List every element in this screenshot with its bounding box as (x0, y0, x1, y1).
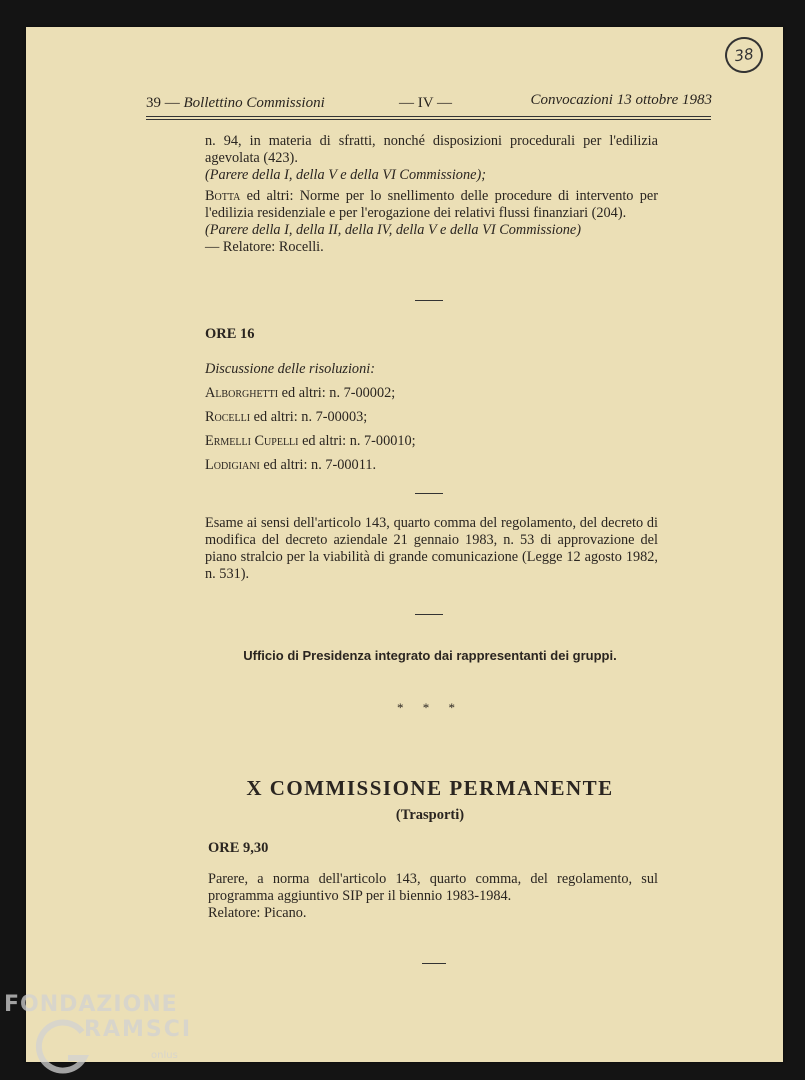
parere-line-2: (Parere della I, della II, della IV, della V e della VI Commissione) (205, 222, 582, 238)
risoluzioni-intro: Discussione delle risoluzioni: (205, 361, 375, 377)
commission-title: X COMMISSIONE PERMANENTE (246, 776, 614, 800)
block-sfratti (205, 133, 658, 256)
header-right: Convocazioni 13 ottobre 1983 (530, 92, 712, 108)
section-divider (415, 493, 443, 494)
watermark-line-3: onlus (151, 1050, 178, 1061)
section-stars: * * * (397, 700, 463, 715)
section-divider (415, 300, 443, 301)
commission-subtitle: (Trasporti) (395, 807, 465, 823)
watermark-line-2: RAMSCI (84, 1017, 193, 1042)
header-rule (146, 116, 711, 117)
risoluzione-item: Lodigiani ed altri: n. 7-00011. (205, 457, 377, 473)
header-rule-thin (146, 119, 711, 120)
risoluzione-item: Ermelli Cupelli ed altri: n. 7-00010; (205, 433, 416, 449)
parere-line-1: (Parere della I, della V e della VI Commissione); (205, 167, 486, 183)
header-left: 39 — Bollettino Commissioni (146, 95, 325, 111)
relatore-picano: Relatore: Picano. (208, 905, 307, 921)
commission-parere (208, 871, 658, 922)
header-page-number: — IV — (399, 95, 453, 111)
risoluzione-item: Rocelli ed altri: n. 7-00003; (205, 409, 368, 425)
time-ore-16: ORE 16 (205, 326, 255, 342)
fondazione-gramsci-watermark (4, 992, 204, 1078)
watermark-line-1: FONDAZIONE (4, 992, 178, 1017)
parere-sip: Parere, a norma dell'articolo 143, quarto comma, del regolamento, sul programma aggiuntivo SIP per il biennio 1983-1984. (208, 871, 658, 904)
risoluzione-item: Alborghetti ed altri: n. 7-00002; (205, 385, 396, 401)
section-divider (415, 614, 443, 615)
section-divider (422, 963, 446, 964)
archive-number: 38 (733, 44, 755, 66)
relatore-rocelli: — Relatore: Rocelli. (205, 239, 324, 255)
esame-paragraph: Esame ai sensi dell'articolo 143, quarto comma del regolamento, del decreto di modifica del decreto aziendale 21 gennaio 1983, n. 53 di approvazione del piano stralcio per la viabilità di grande comunicazione (Legge 12 agosto 1982, n. 531). (205, 515, 658, 582)
running-header (146, 92, 712, 115)
ufficio-presidenza: Ufficio di Presidenza integrato dai rappresentanti dei gruppi. (243, 648, 617, 663)
sfratti-text: n. 94, in materia di sfratti, nonché disposizioni procedurali per l'edilizia agevolata (423). (205, 133, 658, 166)
botta-paragraph: Botta ed altri: Norme per lo snellimento delle procedure di intervento per l'edilizia residenziale e per l'erogazione dei relativi flussi finanziari (204). (205, 188, 658, 221)
time-ore-9-30: ORE 9,30 (208, 840, 269, 856)
risoluzioni-list (205, 357, 658, 477)
